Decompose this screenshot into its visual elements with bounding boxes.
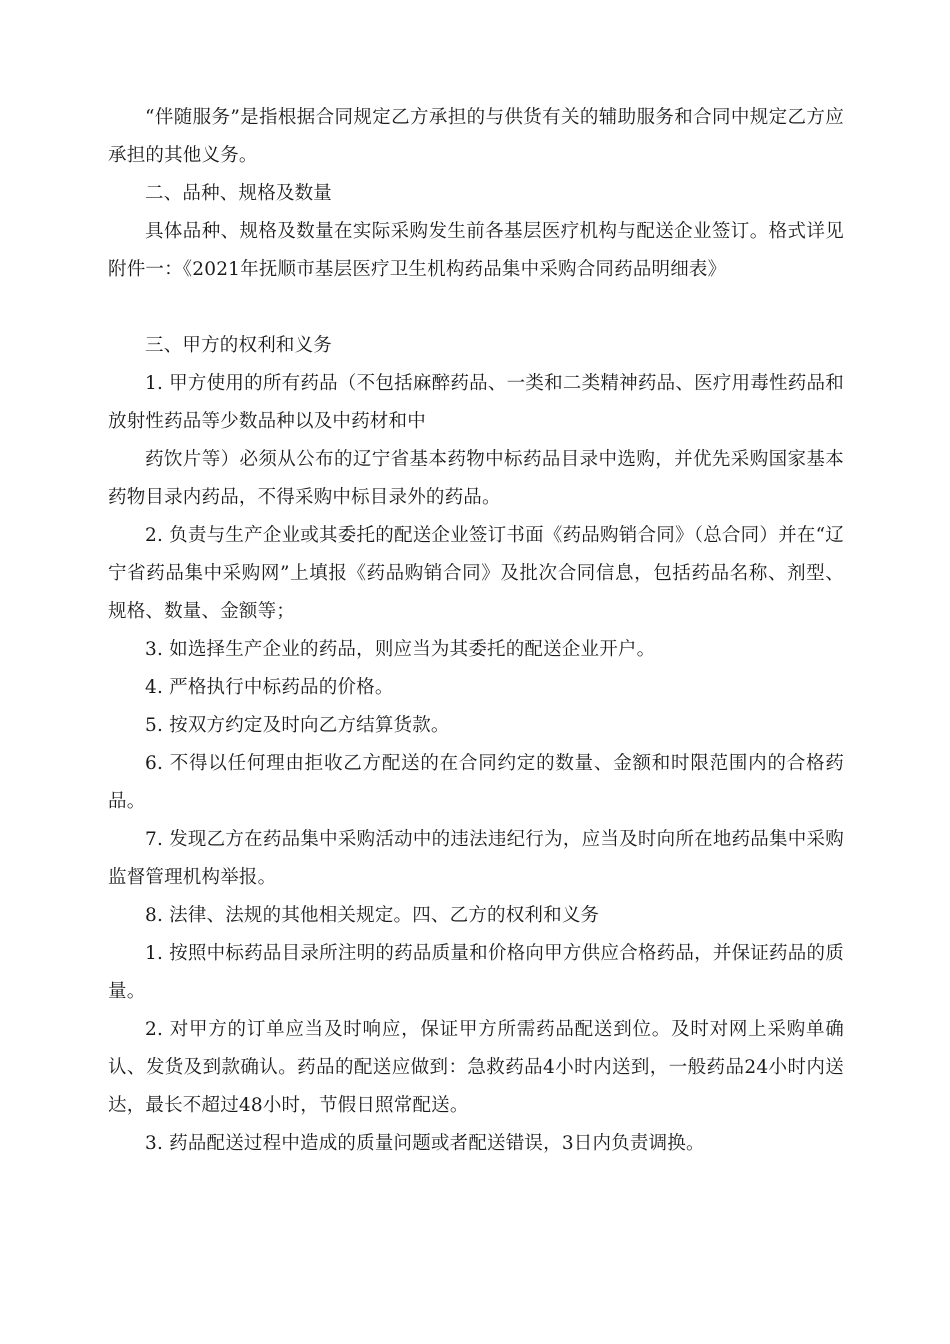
paragraph-variety-spec: 具体品种、规格及数量在实际采购发生前各基层医疗机构与配送企业签订。格式详见附件一：《2021年抚顺市基层医疗卫生机构药品集中采购合同药品明细表》 <box>108 221 844 280</box>
party-a-item-6: 6. 不得以任何理由拒收乙方配送的在合同约定的数量、金额和时限范围内的合格药品。 <box>108 753 844 812</box>
party-b-item-1: 1. 按照中标药品目录所注明的药品质量和价格向甲方供应合格药品，并保证药品的质量。 <box>108 943 844 1002</box>
party-a-item-1b: 药饮片等）必须从公布的辽宁省基本药物中标药品目录中选购，并优先采购国家基本药物目录内药品，不得采购中标目录外的药品。 <box>108 449 844 508</box>
party-a-item-8-and-heading-4: 8. 法律、法规的其他相关规定。四、乙方的权利和义务 <box>145 905 600 926</box>
party-a-item-5: 5. 按双方约定及时向乙方结算货款。 <box>145 715 450 736</box>
party-a-item-1a: 1. 甲方使用的所有药品（不包括麻醉药品、一类和二类精神药品、医疗用毒性药品和放射性药品等少数品种以及中药材和中 <box>108 373 844 432</box>
party-a-item-3: 3. 如选择生产企业的药品，则应当为其委托的配送企业开户。 <box>145 639 656 660</box>
section-heading-2: 二、品种、规格及数量 <box>145 183 333 204</box>
section-heading-3: 三、甲方的权利和义务 <box>145 335 333 356</box>
party-a-item-2: 2. 负责与生产企业或其委托的配送企业签订书面《药品购销合同》（总合同）并在“辽宁省药品集中采购网”上填报《药品购销合同》及批次合同信息，包括药品名称、剂型、规格、数量、金额等； <box>108 525 844 622</box>
party-b-item-3: 3. 药品配送过程中造成的质量问题或者配送错误，3日内负责调换。 <box>145 1133 705 1154</box>
paragraph-service-definition: “伴随服务”是指根据合同规定乙方承担的与供货有关的辅助服务和合同中规定乙方应承担的其他义务。 <box>108 107 844 166</box>
party-a-item-7: 7. 发现乙方在药品集中采购活动中的违法违纪行为，应当及时向所在地药品集中采购监督管理机构举报。 <box>108 829 844 888</box>
party-a-item-4: 4. 严格执行中标药品的价格。 <box>145 677 394 698</box>
party-b-item-2: 2. 对甲方的订单应当及时响应，保证甲方所需药品配送到位。及时对网上采购单确认、发货及到款确认。药品的配送应做到：急救药品4小时内送到，一般药品24小时内送达，最长不超过48小时，节假日照常配送。 <box>108 1019 844 1116</box>
